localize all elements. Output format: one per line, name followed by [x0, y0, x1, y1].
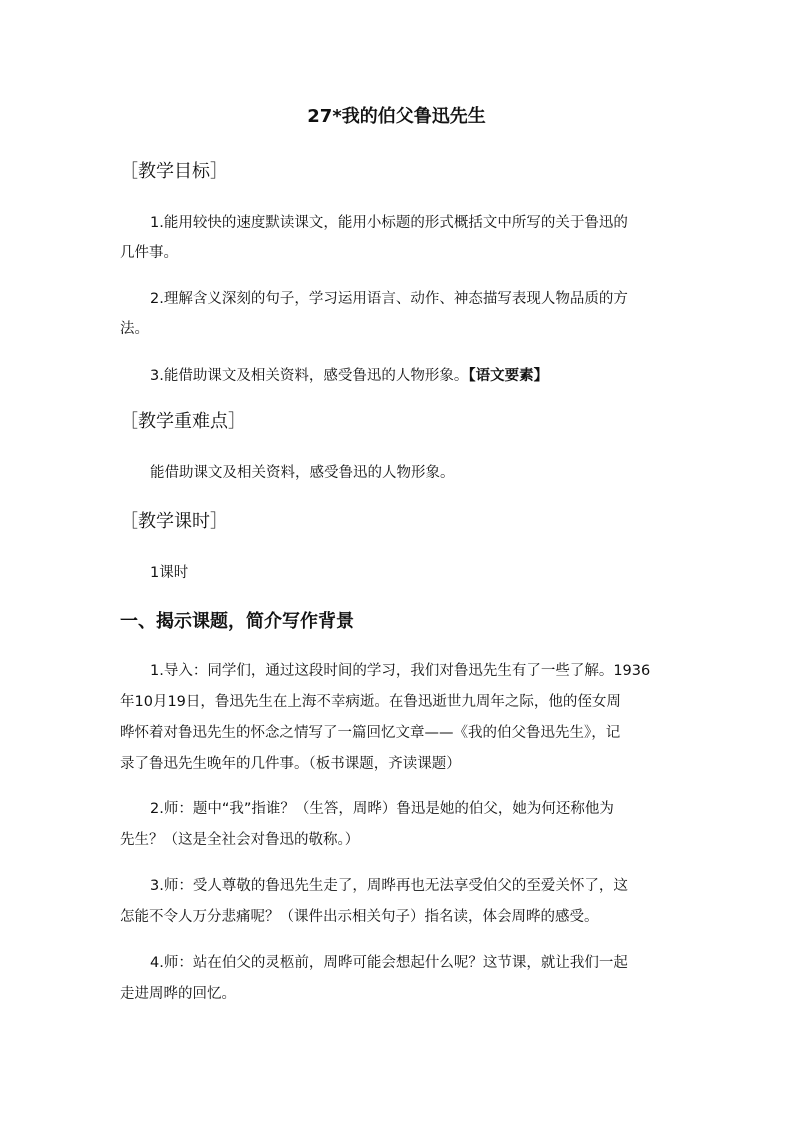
section-heading-goals: ［教学目标］: [120, 161, 228, 182]
goal-2-line-1: 2.理解含义深刻的句子，学习运用语言、动作、神态描写表现人物品质的方: [150, 291, 628, 307]
class-time-text: 1课时: [150, 565, 189, 581]
goal-3: [120, 365, 710, 387]
section-heading-class-time: ［教学课时］: [120, 511, 228, 532]
document-title: 27*我的伯父鲁迅先生: [307, 106, 486, 127]
goal-2-line-2: 法。: [120, 321, 149, 337]
goal-1-line-2: 几件事。: [120, 245, 178, 261]
para-1-line-1: 1.导入：同学们，通过这段时间的学习，我们对鲁迅先生有了一些了解。1936: [150, 663, 651, 679]
para-2-line-1: 2.师：题中“我”指谁？（生答，周晔）鲁迅是她的伯父，她为何还称他为: [150, 801, 614, 817]
para-1-line-2: 年10月19日，鲁迅先生在上海不幸病逝。在鲁迅逝世九周年之际，他的侄女周: [120, 694, 621, 710]
section-heading-key-points: ［教学重难点］: [120, 411, 246, 432]
para-3-line-2: 怎能不令人万分悲痛呢？（课件出示相关句子）指名读，体会周晔的感受。: [120, 909, 599, 925]
para-1-line-3: 晔怀着对鲁迅先生的怀念之情写了一篇回忆文章——《我的伯父鲁迅先生》，记: [120, 725, 621, 741]
para-3-line-1: 3.师：受人尊敬的鲁迅先生走了，周晔再也无法享受伯父的至爱关怀了，这: [150, 878, 628, 894]
para-1-line-4: 录了鲁迅先生晚年的几件事。（板书课题，齐读课题）: [120, 756, 461, 772]
para-4-line-1: 4.师：站在伯父的灵柩前，周晔可能会想起什么呢？这节课，就让我们一起: [150, 955, 628, 971]
para-2-line-2: 先生？（这是全社会对鲁迅的敬称。）: [120, 832, 360, 848]
goal-3-text: 3.能借助课文及相关资料，感受鲁迅的人物形象。: [150, 368, 469, 384]
goal-1-line-1: 1.能用较快的速度默读课文，能用小标题的形式概括文中所写的关于鲁迅的: [150, 215, 628, 231]
part-1-heading: 一、揭示课题，简介写作背景: [120, 611, 354, 632]
key-points-text: 能借助课文及相关资料，感受鲁迅的人物形象。: [150, 465, 455, 481]
para-4-line-2: 走进周晔的回忆。: [120, 986, 236, 1002]
goal-3-tag: 【语文要素】: [468, 368, 549, 384]
